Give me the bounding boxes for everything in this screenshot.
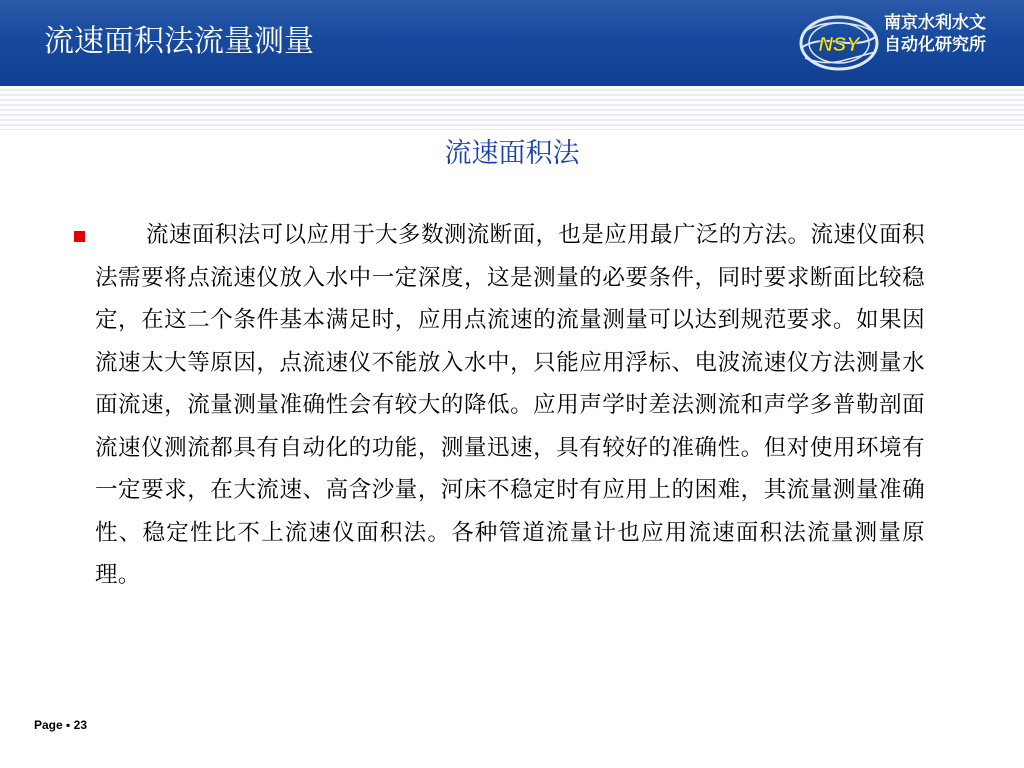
logo-text: NSY	[818, 34, 860, 56]
square-bullet-icon	[74, 231, 85, 242]
org-name-line-2: 自动化研究所	[884, 35, 986, 55]
org-name-line-1: 南京水利水文	[884, 13, 986, 33]
decorative-stripes	[0, 86, 1024, 130]
page-number: 23	[73, 718, 87, 732]
separator-icon: ▪	[66, 718, 71, 732]
nsy-globe-logo-icon	[795, 8, 879, 78]
page-footer	[34, 718, 87, 732]
page-label: Page	[34, 718, 63, 732]
organization-name	[884, 12, 986, 56]
slide-title: 流速面积法流量测量	[44, 24, 314, 59]
slide-header	[0, 0, 1024, 86]
slide-subtitle: 流速面积法	[444, 138, 580, 169]
body-paragraph: 流速面积法可以应用于大多数测流断面，也是应用最广泛的方法。流速仪面积法需要将点流速仪放入水中一定深度，这是测量的必要条件，同时要求断面比较稳定，在这二个条件基本满足时，应用点流速的流量测量可以达到规范要求。如果因流速太大等原因，点流速仪不能放入水中，只能应用浮标、电波流速仪方法测量水面流速，流量测量准确性会有较大的降低。应用声学时差法测流和声学多普勒剖面流速仪测流都具有自动化的功能，测量迅速，具有较好的准确性。但对使用环境有一定要求，在大流速、高含沙量，河床不稳定时有应用上的困难，其流量测量准确性、稳定性比不上流速仪面积法。各种管道流量计也应用流速面积法流量测量原理。	[95, 222, 925, 588]
